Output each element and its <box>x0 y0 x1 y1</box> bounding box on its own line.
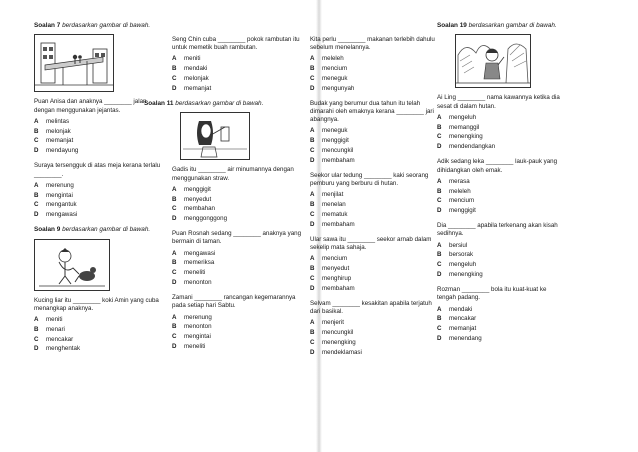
option-d[interactable]: D meneliti <box>172 342 206 350</box>
option-a[interactable]: A meneguk <box>310 127 348 135</box>
question-8 <box>34 162 164 219</box>
option-b[interactable]: B menyedut <box>172 195 212 203</box>
option-c[interactable]: C mengeluh <box>437 261 477 269</box>
option-d[interactable]: D mendayung <box>34 147 79 155</box>
option-d[interactable]: D menonton <box>172 278 212 286</box>
soalan-11-header: Soalan 11 berdasarkan gambar di bawah. <box>144 99 264 107</box>
option-b[interactable]: B memanggil <box>437 123 480 131</box>
question-stem: Gadis itu ________ air minumannya dengan menggunakan straw. <box>172 166 294 182</box>
option-b[interactable]: B melonjak <box>34 127 71 135</box>
option-c[interactable]: C melonjak <box>172 74 209 82</box>
option-d[interactable]: D menendang <box>437 334 482 342</box>
option-d[interactable]: D menengking <box>437 270 483 278</box>
column-2 <box>144 36 302 358</box>
option-d[interactable]: D menggigit <box>437 207 476 215</box>
overhead-bridge-illustration <box>34 34 114 92</box>
option-d[interactable]: D mendendangkan <box>437 143 496 151</box>
girl-in-forest-illustration <box>455 34 531 88</box>
option-a[interactable]: A merenung <box>172 313 212 321</box>
option-c[interactable]: C mencium <box>437 197 475 205</box>
option-c[interactable]: C memanjat <box>437 325 477 333</box>
column-4 <box>437 22 567 350</box>
option-b[interactable]: B bersorak <box>437 251 474 259</box>
option-c[interactable]: C mematuk <box>310 210 348 218</box>
option-b[interactable]: B menyedut <box>310 265 350 273</box>
option-a[interactable]: A mencium <box>310 255 348 263</box>
question-stem: Puan Anisa dan anaknya ________ jalan dengan menggunakan jejantas. <box>34 98 147 114</box>
question-19 <box>437 94 567 151</box>
option-b[interactable]: B menggigit <box>310 137 349 145</box>
question-12 <box>172 230 302 287</box>
question-10 <box>172 36 302 93</box>
question-21 <box>437 222 567 279</box>
option-c[interactable]: C meneliti <box>172 269 206 277</box>
question-9 <box>34 297 164 354</box>
option-a[interactable]: A mengeluh <box>437 113 477 121</box>
option-b[interactable]: B meleleh <box>437 187 471 195</box>
question-stem: Dia ________ apabila terkenang akan kisah sedihnya. <box>437 222 558 238</box>
option-b[interactable]: B mendaki <box>172 65 208 73</box>
question-17 <box>310 236 440 293</box>
option-a[interactable]: A meniti <box>34 316 63 324</box>
option-c[interactable]: C menengking <box>437 133 483 141</box>
question-stem: Puan Rosnah sedang ________ anaknya yang bermain di taman. <box>172 230 302 246</box>
question-15 <box>310 100 440 165</box>
option-d[interactable]: D mendeklamasi <box>310 348 362 356</box>
question-13 <box>172 294 302 351</box>
option-a[interactable]: A merenung <box>34 181 74 189</box>
question-stem: Ai Ling ________ nama kawannya ketika dia sesat di dalam hutan. <box>437 94 560 110</box>
option-c[interactable]: C mencakar <box>34 335 74 343</box>
option-c[interactable]: C menghirup <box>310 274 352 282</box>
option-d[interactable]: D mengawasi <box>34 211 78 219</box>
question-stem: Zamani ________ rancangan kegemarannya pada setiap hari Sabtu. <box>172 294 296 310</box>
option-c[interactable]: C mengantuk <box>34 201 77 209</box>
girl-drinking-illustration <box>180 112 250 160</box>
question-20 <box>437 158 567 215</box>
option-d[interactable]: D memanjat <box>172 84 212 92</box>
cat-scratching-illustration <box>34 239 110 291</box>
option-d[interactable]: D menggonggong <box>172 215 228 223</box>
question-11 <box>172 166 302 223</box>
column-1 <box>34 22 164 361</box>
question-stem: Rozman ________ bola itu kuat-kuat ke tengah padang. <box>437 286 547 302</box>
option-a[interactable]: A mendaki <box>437 305 473 313</box>
option-a[interactable]: A meleleh <box>310 55 344 63</box>
option-a[interactable]: A meniti <box>172 55 201 63</box>
option-d[interactable]: D membaham <box>310 284 355 292</box>
option-a[interactable]: A menggigit <box>172 185 211 193</box>
right-page <box>310 0 638 452</box>
option-a[interactable]: A menjilat <box>310 191 344 199</box>
option-b[interactable]: B menari <box>34 325 65 333</box>
option-b[interactable]: B menonton <box>172 323 212 331</box>
option-a[interactable]: A bersiul <box>437 241 468 249</box>
option-c[interactable]: C membahan <box>172 205 215 213</box>
question-22 <box>437 286 567 343</box>
column-3 <box>310 36 440 364</box>
question-stem: Budak yang berumur dua tahun itu telah dimarahi oleh emaknya kerana ________ jari abangnya. <box>310 99 434 124</box>
option-d[interactable]: D mengunyah <box>310 84 355 92</box>
option-b[interactable]: B mengintai <box>34 191 73 199</box>
option-d[interactable]: D membaham <box>310 156 355 164</box>
option-b[interactable]: B mencungkil <box>310 328 354 336</box>
question-stem: Kucing liar itu ________ koki Amin yang cuba menangkap anaknya. <box>34 296 159 312</box>
option-c[interactable]: C memanjat <box>34 137 74 145</box>
question-18 <box>310 300 440 357</box>
question-stem: Adik sedang leka ________ lauk-pauk yang dihidangkan oleh emak. <box>437 158 558 174</box>
question-stem: Seekor ular tedung ________ kaki seorang pemburu yang berburu di hutan. <box>310 172 429 188</box>
soalan-9-header: Soalan 9 berdasarkan gambar di bawah. <box>34 226 151 234</box>
question-stem: Selvam ________ kesakitan apabila terjatuh dari basikal. <box>310 299 432 315</box>
question-16 <box>310 172 440 229</box>
option-b[interactable]: B mencakar <box>437 315 477 323</box>
option-a[interactable]: A menjerit <box>310 319 345 327</box>
option-a[interactable]: A mengawasi <box>172 249 216 257</box>
soalan-19-header: Soalan 19 berdasarkan gambar di bawah. <box>437 22 557 29</box>
option-b[interactable]: B mencium <box>310 65 348 73</box>
option-c[interactable]: C mengintai <box>172 333 211 341</box>
option-d[interactable]: D membaham <box>310 220 355 228</box>
question-stem: Seng Chin cuba ________ pokok rambutan itu untuk memetik buah rambutan. <box>172 36 300 52</box>
option-c[interactable]: C mencungkil <box>310 147 354 155</box>
option-c[interactable]: C meneguk <box>310 74 348 82</box>
option-a[interactable]: A melintas <box>34 117 70 125</box>
question-stem: Suraya tersengguk di atas meja kerana terlalu ________. <box>34 162 161 178</box>
question-stem: Kita perlu ________ makanan terlebih dahulu sebelum menelannya. <box>310 36 435 52</box>
soalan-7-header: Soalan 7 berdasarkan gambar di bawah. <box>34 22 151 29</box>
option-b[interactable]: B memeriksa <box>172 259 215 267</box>
option-c[interactable]: C menengking <box>310 338 356 346</box>
question-stem: Ular sawa itu ________ seekor arnab dalam sekelip mata sahaja. <box>310 235 432 252</box>
option-d[interactable]: D menghentak <box>34 345 81 353</box>
option-b[interactable]: B menelan <box>310 201 346 209</box>
option-a[interactable]: A merasa <box>437 177 470 185</box>
question-14 <box>310 36 440 93</box>
